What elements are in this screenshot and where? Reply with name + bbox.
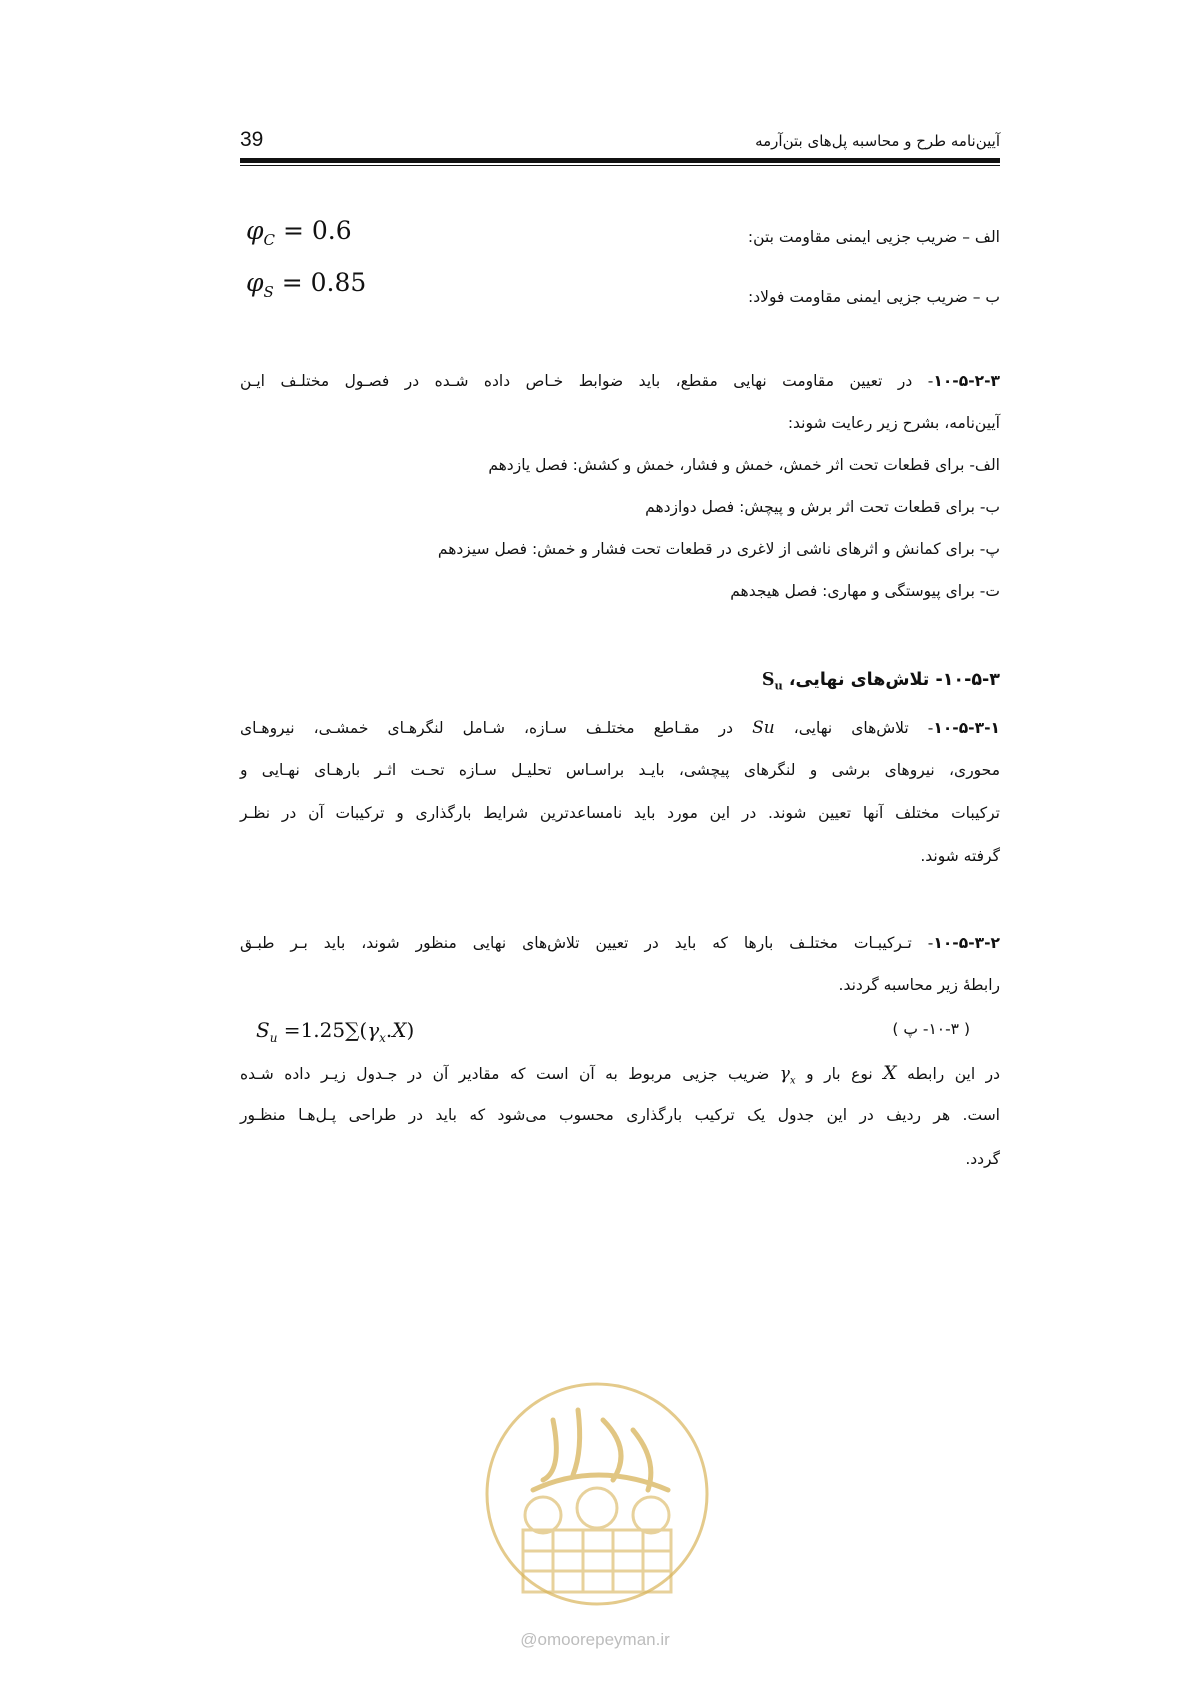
- sub1-su-symbol: Su: [752, 718, 775, 738]
- sub2-number: ۱۰-۵-۳-۲: [933, 934, 1000, 952]
- running-title: آیین‌نامه طرح و محاسبه پل‌های بتن‌آرمه: [755, 132, 1000, 150]
- section-2-number: ۱۰-۵-۲-۳: [933, 372, 1000, 390]
- section-2-item-b: ب- برای قطعات تحت اثر برش و پیچش: فصل دوازدهم: [645, 498, 1000, 516]
- sub2-desc-line2: است. هر ردیف در این جدول یک ترکیب بارگذاری محسوب می‌شود که باید در طراحی پـل‌هـا منظـور: [240, 1106, 1000, 1124]
- factor-steel-label: ب – ضریب جزیی ایمنی مقاومت فولاد:: [748, 288, 1000, 306]
- sub2-desc-line3: گردد.: [965, 1150, 1000, 1168]
- factor-concrete-equation: $\varphi_C = 0.6$: [246, 216, 352, 249]
- page-number: 39: [240, 128, 264, 151]
- sub1-line1: ۱۰-۵-۳-۱- تلاش‌های نهایی، Su در مقـاطع مختلـف سـازه، شـامل لنگرهـای خمشـی، نیروهـای: [240, 718, 1000, 738]
- section-2-item-p: پ- برای کمانش و اثرهای ناشی از لاغری در قطعات تحت فشار و خمش: فصل سیزدهم: [437, 540, 1000, 558]
- section-2-line1: ۱۰-۵-۲-۳- در تعیین مقاومت نهایی مقطع، باید ضوابط خـاص داده شـده در فصـول مختلـف ایـن: [240, 372, 1000, 390]
- section-2-item-a: الف- برای قطعات تحت اثر خمش، خمش و فشار، خمش و کشش: فصل یازدهم: [488, 456, 1000, 474]
- factor-steel-equation: $\varphi_S = 0.85$: [246, 268, 367, 301]
- sub1-line2: محوری، نیروهای برشی و لنگرهای پیچشی، بایـد براسـاس تحلیـل سـازه تحـت اثـر بارهـای نهـایی و: [240, 761, 1000, 779]
- section-2-item-t: ت- برای پیوستگی و مهاری: فصل هیجدهم: [730, 582, 1000, 600]
- equation-su: $S_u =1.25\sum(\gamma_x.X)$: [256, 1018, 415, 1045]
- sub2-desc-line1: در این رابطه X نوع بار و $\gamma_x$ ضریب جزیی مربوط به آن است که مقادیر آن در جـدول زیـر داده شـده: [240, 1062, 1000, 1087]
- header-rule-thick: [240, 158, 1000, 163]
- sub1-number: ۱۰-۵-۳-۱: [933, 719, 1000, 737]
- sub2-line1: ۱۰-۵-۳-۲- تـرکیبـات مختلـف بارها که باید در تعیین تلاش‌های نهایی منظور شوند، باید بـر طبـق: [240, 934, 1000, 952]
- sub1-line3: ترکیبات مختلف آنها تعیین شوند. در این مورد باید نامساعدترین شرایط بارگذاری و ترکیبات آن در نظـر: [240, 804, 1000, 822]
- header-rule-thin: [240, 165, 1000, 166]
- su-symbol: $S_u$: [761, 670, 783, 693]
- omoore-peyman-seal-icon: [483, 1380, 711, 1608]
- section-2-line2: آیین‌نامه، بشرح زیر رعایت شوند:: [787, 414, 1000, 432]
- section-3-heading: ۱۰-۵-۳- تلاش‌های نهایی، $S_u$: [761, 670, 1000, 693]
- factor-concrete-label: الف – ضریب جزیی ایمنی مقاومت بتن:: [747, 228, 1000, 246]
- sub2-line2: رابطهٔ زیر محاسبه گردند.: [838, 976, 1000, 994]
- sub1-line4: گرفته شوند.: [920, 847, 1000, 865]
- equation-label: ( ۱۰-۳- پ ): [892, 1020, 970, 1038]
- watermark: @omoorepeyman.ir: [520, 1630, 670, 1649]
